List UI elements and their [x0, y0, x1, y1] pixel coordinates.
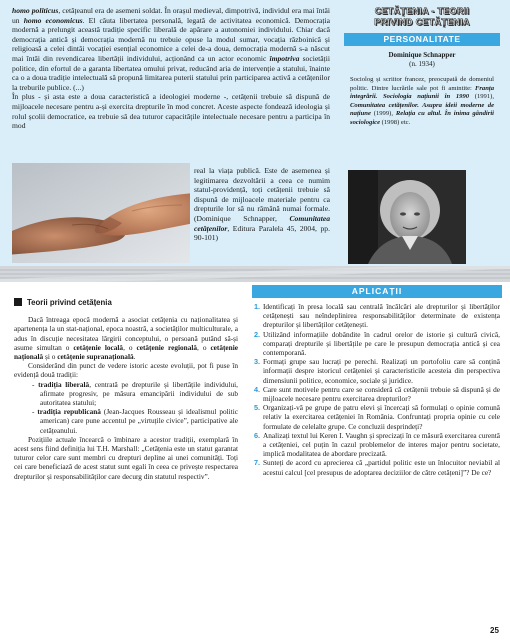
portrait-photo-icon	[348, 170, 466, 264]
traditions-list	[14, 380, 238, 435]
theories-paragraph-3: Pozițiile actuale încearcă o îmbinare a acestor tradiții, exemplară în acest sens fiind definiția lui T.H. Marshall: „Cetățenia este un statut garantat tuturor celor care sunt membri cu drepturi depline ai unei comunități. Toți cei care beneficiază de acest statut sunt egali în ceea ce privește respectarea drepturilor și responsabilităților care decurg din statutul respectiv”.	[14, 434, 238, 481]
theories-section	[14, 298, 238, 481]
section-heading: Teorii privind cetățenia	[14, 298, 238, 307]
personality-banner: PERSONALITATE	[344, 33, 500, 46]
hands-photo	[12, 163, 190, 263]
list-item: 3. Formați grupe sau lucrați pe perechi. Realizați un portofoliu care să conțină informații despre istoricul cetățeniei și caracteristicile acesteia din perspectiva dimensiunii politice, economice, sociale și juridice.	[254, 357, 500, 385]
personality-bio: Sociolog și scriitor francez, preocupată de domeniul politic. Dintre lucrările sale pot fi amintite: Franța integrării. Sociologia națiunii în 1990 (1991), Comunitatea cetățenilor. Asupra ideii moderne de națiune (1999), Relația cu altul. În inima gândirii sociologice (1998) etc.	[350, 76, 494, 126]
source-text-excerpt	[12, 6, 330, 131]
decorative-stripe	[0, 266, 510, 282]
list-item: - tradiția republicană (Jean-Jacques Rousseau și idealismul politic american) care pune accentul pe „virtuțile civice”, participative ale cetățeanului.	[14, 407, 238, 435]
stripe-pattern-icon	[0, 266, 510, 282]
list-item: 2. Utilizând informațiile dobândite în cadrul orelor de istorie și cultură civică, comparați drepturile și libertățile pe care le presupun democrația antică și cea contemporană.	[254, 329, 500, 358]
list-item: 5. Organizați-vă pe grupe de patru elevi și încercați să formulați o opinie comună relativ la exercitarea cetățeniei în România. Confruntați propria opinie cu cele formulate de celelalte grupe. Ce concluzii desprindeți?	[254, 403, 500, 431]
list-item: - tradiția liberală, centrată pe drepturile și libertățile individului, afirmate progresiv, pe măsura emancipării individului de sub autoritatea statului;	[14, 380, 238, 408]
page-number: 25	[490, 626, 499, 635]
list-item: 1. Identificați în presa locală sau centrală încălcări ale drepturilor și libertăților cetățenești sau neîndeplinirea responsabilităților determinate de existența drepturilor și libertăților cetățenești.	[254, 302, 500, 330]
chapter-title: CETĂȚENIA - TEORII PRIVIND CETĂȚENIA	[374, 6, 470, 27]
excerpt-paragraph-1: homo politicus, cetățeanul era de asemeni soldat. În orașul medieval, dimpotrivă, individul era mai întâi un homo economicus. El căuta libertatea personală, legată de activitatea economică. Democrația modernă a prelungit această tradiție specific liberală de apărare a autonomiei individului. Chiar dacă democrația antică și democrația modernă nu trebuie opuse la modul sumar, vocația războinică și religioasă a celei dintâi vocației esențial economice a celei de-a doua, democrația modernă s-a născut mai întâi din revendicarea libertății individului, acționând ca un actor economic împotriva societății politice, din efortul de a garanta libertatea omului privat, reducând aria de intervenție a statului, înainte ca o a doua tradiție intelectuală să propună limitarea puterii statului prin participarea activă a cetățenilor la treburile publice. (...)	[12, 6, 330, 92]
applications-banner: APLICAȚII	[252, 285, 502, 298]
excerpt-paragraph-3: real la viața publică. Este de asemenea și legitimarea dezvoltării a ceea ce numim statul-providență, toți cetățenii trebuie să dispună de mijloacele materiale pentru ca drepturile lor să nu rămână numai formale. (Dominique Schnapper, Comunitatea cetățenilor, Editura Paralela 45, 2004, pp. 90-101)	[194, 166, 330, 243]
list-item: 7. Sunteți de acord cu aprecierea că „partidul politic este un înlocuitor neviabil al acestui calcul [cel presupus de adoptarea deciziilor de către cetățeni]”? De ce?	[254, 458, 500, 477]
author-portrait	[348, 170, 466, 264]
list-item: 4. Care sunt motivele pentru care se consideră că cetățenii trebuie să dispună și de mijloacele necesare pentru exercitarea drepturilor?	[254, 384, 500, 404]
theories-paragraph-2: Considerând din punct de vedere istoric aceste evoluții, pot fi puse în evidență două tradiții:	[14, 361, 238, 380]
personality-name: Dominique Schnapper (n. 1934)	[388, 51, 456, 68]
square-bullet-icon	[14, 298, 22, 306]
excerpt-paragraph-2: În plus - și asta este a doua caracteristică a ideologiei moderne -, cetățenii trebuie să dispună de mijloacele necesare pentru a-și exercita drepturile în mod concret. Aceste aspecte fondează ideologia și rolul școlii democratice, ea trebuie să dea tuturor capacitățile intelectuale necesare pentru a participa în mod	[12, 92, 330, 131]
list-item: 6. Analizați textul lui Keren I. Vaughn și sprecizați în ce măsură exercitarea curentă a cetățeniei, cel puțin în cazul problemelor de interes major pentru societate, implică modalitatea de abordare precizată.	[254, 430, 500, 459]
applications-list	[254, 302, 500, 477]
hands-illustration-icon	[12, 163, 190, 263]
theories-paragraph-1: Dacă întreaga epocă modernă a asociat cetățenia cu naționalitatea și apartenența la un stat-național, epoca noastră, a societăților multiculturale, a adus în discuție necesitatea lărgirii conceptului, o persoană putând să-și asume simultan o cetățenie locală, o cetățenie regională, o cetățenie națională și o cetățenie supranațională.	[14, 315, 238, 362]
sidebar	[344, 6, 500, 128]
